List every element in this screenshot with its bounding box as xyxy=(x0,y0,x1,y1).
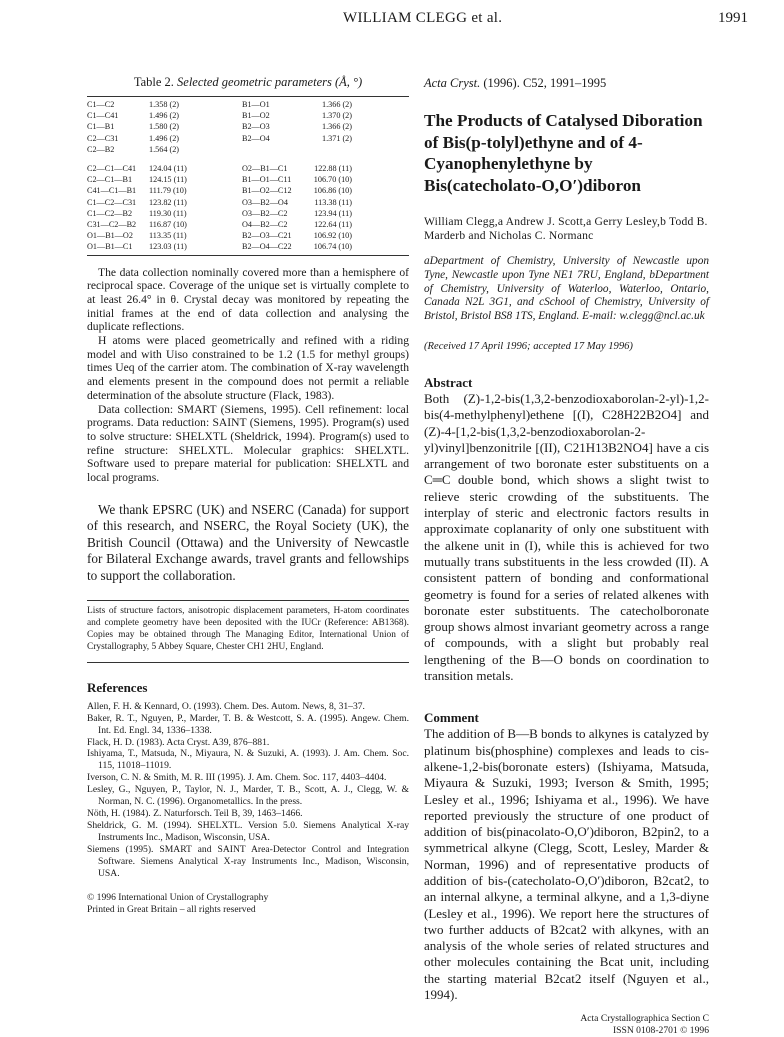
references-heading: References xyxy=(87,679,148,695)
atom-label: O1—B1—C1 xyxy=(87,242,133,252)
parameter-value: 1.564 (2) xyxy=(149,144,180,154)
table-caption xyxy=(87,76,409,90)
bond-row xyxy=(87,144,242,155)
parameter-value: 113.38 (11) xyxy=(314,197,352,207)
angle-row xyxy=(242,208,408,219)
experimental-paragraph-2: H atoms were placed geometrically and refined with a riding model and with Uiso constrained to be 1.2 (1.5 for methyl groups) times Ueq of the carrier atom. The combination of X-ray wavelength and elements present in the compound does not permit a reliable determination of the absolute structure (Flack, 1983). xyxy=(87,334,409,402)
copyright-footer xyxy=(87,892,409,916)
atom-label: B1—O1 xyxy=(242,99,270,109)
bond-row xyxy=(242,121,408,132)
parameter-value: 123.94 (11) xyxy=(314,208,352,218)
atom-label: C1—C41 xyxy=(87,111,119,121)
parameter-value: 106.92 (10) xyxy=(313,231,352,241)
parameter-value: 106.74 (10) xyxy=(313,242,352,252)
atom-label: B1—O2—C12 xyxy=(242,186,292,196)
atom-label: O3—B2—O4 xyxy=(242,197,288,207)
received-dates: (Received 17 April 1996; accepted 17 May 1996) xyxy=(424,340,633,352)
journal-volume: (1996). C52, 1991–1995 xyxy=(483,76,607,90)
angle-row xyxy=(242,174,408,185)
parameter-value: 123.82 (11) xyxy=(149,197,187,207)
parameter-value: 1.496 (2) xyxy=(149,111,180,121)
journal-footer xyxy=(424,1013,709,1037)
parameter-value: 1.371 (2) xyxy=(321,133,352,143)
bond-row xyxy=(87,121,242,132)
angle-row xyxy=(87,163,242,174)
bond-row xyxy=(87,133,242,144)
angle-row xyxy=(87,241,242,252)
angle-row xyxy=(242,241,408,252)
reference-item: Baker, R. T., Nguyen, P., Marder, T. B. & Westcott, S. A. (1995). Angew. Chem. Int. Ed. Engl. 34, 1336–1338. xyxy=(87,712,409,736)
angle-row xyxy=(242,163,408,174)
parameter-value: 116.87 (10) xyxy=(149,219,187,229)
issn-line: ISSN 0108-2701 © 1996 xyxy=(612,1025,709,1037)
parameter-value: 124.04 (11) xyxy=(149,163,187,173)
right-column xyxy=(424,76,709,1037)
comment-heading: Comment xyxy=(424,710,479,726)
angle-row xyxy=(242,230,408,241)
bond-row xyxy=(242,110,408,121)
journal-name: Acta Cryst. xyxy=(424,76,481,90)
reference-item: Ishiyama, T., Matsuda, N., Miyaura, N. & Suzuki, A. (1993). J. Am. Chem. Soc. 115, 11018–11019. xyxy=(87,748,409,772)
comment-text: The addition of B—B bonds to alkynes is catalyzed by platinum bis(phosphine) complexes and leads to cis-alkene-1,2-bis(boronate esters) (Ishiyama, Matsuda, Miyaura & Suzuki, 1993; Iverson & Smith, 1995; Lesley et al., 1996; Ishiyama et al., 1996). We have reported previously the structure of one product of addition of bis(pinacolato-O,O′)diboron, B2pin2, to a symmetrical alkyne (Clegg, Scott, Lesley, Marder & Norman, 1996) and of representative products of addition of bis-(catecholato-O,O′)diboron, B2cat2, to an internal alkyne, a terminal alkyne, and a 1,3-diyne (Lesley et al., 1996). We report here the structures of two further adducts of B2cat2 with alkynes, with an analysis of the whole series of related structures and other molecules containing the Bcat unit, including the starting material B2cat2 itself (Nguyen et al., 1994). xyxy=(424,726,709,1003)
experimental-paragraph-3: Data collection: SMART (Siemens, 1995). Cell refinement: local programs. Data reduction: SAINT (Siemens, 1995). Program(s) used to solve structure: SHELXTL (Sheldrick, 1994). Program(s) used to refine structure: SHELXTL. Molecular graphics: SHELXTL. Software used to prepare material for publication: SHELXTL and local programs. xyxy=(87,402,409,485)
journal-section-line: Acta Crystallographica Section C xyxy=(580,1013,709,1025)
parameter-value: 106.86 (10) xyxy=(313,186,352,196)
reference-item: Allen, F. H. & Kennard, O. (1993). Chem. Des. Autom. News, 8, 31–37. xyxy=(87,700,365,712)
affiliations: aDepartment of Chemistry, University of Newcastle upon Tyne, Newcastle upon Tyne NE1 7RU, England, bDepartment of Chemistry, University of Waterloo, Waterloo, Ontario, Canada N2L 3G1, and cSchool of Chemistry, University of Bristol, Bristol BS8 1TS, England. E-mail: w.clegg@ncl.ac.uk xyxy=(424,255,709,323)
parameter-value: 1.496 (2) xyxy=(149,133,180,143)
experimental-paragraph-1: The data collection nominally covered more than a hemisphere of reciprocal space. Coverage of the unique set is virtually complete to at least 26.4° in θ. Crystal decay was monitored by repeating the initial frames at the end of data collection and analysing the duplicate reflections. xyxy=(87,265,409,334)
bond-angles-block xyxy=(87,161,409,255)
author-list: William Clegg,a Andrew J. Scott,a Gerry Lesley,b Todd B. Marderb and Nicholas C. Normanc xyxy=(424,215,708,242)
parameter-value: 1.366 (2) xyxy=(321,122,352,132)
parameter-value: 113.35 (11) xyxy=(149,231,187,241)
reference-item: Siemens (1995). SMART and SAINT Area-Detector Control and Integration Software. Siemens Analytical X-ray Instruments Inc., Madison, Wisconsin, USA. xyxy=(87,843,409,879)
reference-item: Iverson, C. N. & Smith, M. R. III (1995). J. Am. Chem. Soc. 117, 4403–4404. xyxy=(87,772,387,784)
atom-label: B2—O4—C22 xyxy=(242,242,292,252)
reference-item: Flack, H. D. (1983). Acta Cryst. A39, 876–881. xyxy=(87,736,270,748)
bond-row xyxy=(87,110,242,121)
angle-row xyxy=(87,208,242,219)
atom-label: C41—C1—B1 xyxy=(87,186,137,196)
parameter-value: 122.64 (11) xyxy=(314,219,352,229)
copyright-line: © 1996 International Union of Crystallography xyxy=(87,892,269,904)
angle-row xyxy=(87,219,242,230)
page-number: 1991 xyxy=(718,10,748,26)
acknowledgements: We thank EPSRC (UK) and NSERC (Canada) for support of this research, and NSERC, the Royal Society (UK), the British Council (Ottawa) and the University of Newcastle for Bilateral Exchange awards, travel grants and fellowships to support the collaboration. xyxy=(87,501,409,583)
atom-label: O4—B2—C2 xyxy=(242,219,288,229)
atom-label: B1—O1—C11 xyxy=(242,175,292,185)
parameter-value: 111.79 (10) xyxy=(149,186,187,196)
atom-label: B2—O4 xyxy=(242,133,270,143)
angle-row xyxy=(87,185,242,196)
references-list xyxy=(87,701,409,880)
table-caption-prefix: Table 2. xyxy=(133,75,174,89)
angle-row xyxy=(87,197,242,208)
parameter-value: 1.580 (2) xyxy=(149,122,180,132)
bond-row xyxy=(242,99,408,110)
abstract-heading: Abstract xyxy=(424,374,473,390)
left-column xyxy=(87,76,409,916)
parameter-value: 119.30 (11) xyxy=(149,208,187,218)
atom-label: B2—O3—C21 xyxy=(242,231,292,241)
parameter-value: 106.70 (10) xyxy=(313,175,352,185)
bond-row xyxy=(242,133,408,144)
bond-lengths-left xyxy=(87,99,242,155)
reference-item: Nöth, H. (1984). Z. Naturforsch. Teil B, 39, 1463–1466. xyxy=(87,807,303,819)
printed-line: Printed in Great Britain – all rights reserved xyxy=(87,904,256,916)
deposition-note: Lists of structure factors, anisotropic displacement parameters, H-atom coordinates and complete geometry have been deposited with the IUCr (Reference: AB1368). Copies may be obtained through The Managing Editor, International Union of Crystallography, 5 Abbey Square, Chester CH1 2HU, England. xyxy=(87,606,409,653)
atom-label: C1—B1 xyxy=(87,122,115,132)
atom-label: O1—B1—O2 xyxy=(87,231,133,241)
atom-label: C2—C1—B1 xyxy=(87,175,133,185)
parameter-value: 1.358 (2) xyxy=(149,99,180,109)
angle-row xyxy=(87,174,242,185)
article-title: The Products of Catalysed Diboration of Bis(p-tolyl)ethyne and of 4-Cyanophenylethyne by Bis(catecholato-O,O′)diboron xyxy=(424,111,703,195)
running-title: WILLIAM CLEGG et al. xyxy=(343,10,503,26)
parameter-value: 122.88 (11) xyxy=(314,163,352,173)
atom-label: C1—C2 xyxy=(87,99,115,109)
atom-label: O3—B2—C2 xyxy=(242,208,288,218)
parameter-value: 1.366 (2) xyxy=(321,99,352,109)
atom-label: C2—C1—C41 xyxy=(87,163,137,173)
journal-citation xyxy=(424,76,709,91)
parameter-value: 1.370 (2) xyxy=(321,111,352,121)
reference-item: Lesley, G., Nguyen, P., Taylor, N. J., Marder, T. B., Scott, A. J., Clegg, W. & Norman, N. C. (1996). Organometallics. In the press. xyxy=(87,784,409,808)
angle-row xyxy=(242,185,408,196)
bond-row xyxy=(87,99,242,110)
table-caption-title: Selected geometric parameters (Å, °) xyxy=(177,75,363,89)
atom-label: O2—B1—C1 xyxy=(242,163,288,173)
bond-lengths-right xyxy=(242,99,408,144)
atom-label: C2—B2 xyxy=(87,144,115,154)
atom-label: C1—C2—B2 xyxy=(87,208,133,218)
atom-label: C31—C2—B2 xyxy=(87,219,137,229)
atom-label: C2—C31 xyxy=(87,133,119,143)
atom-label: C1—C2—C31 xyxy=(87,197,137,207)
bond-lengths-block xyxy=(87,97,409,157)
atom-label: B2—O3 xyxy=(242,122,270,132)
abstract-text: Both (Z)-1,2-bis(1,3,2-benzodioxaborolan-2-yl)-1,2-bis(4-methylphenyl)ethene [(I), C28H22B2O4] and (Z)-4-[1,2-bis(1,3,2-benzodioxaborolan-2-yl)vinyl]benzonitrile [(II), C21H13B2NO4] have a cis arrangement of two boronate ester substituents on a C═C double bond, which shows a slight twist to relieve steric crowding of the substituents. The interplay of steric and electronic factors results in approximate coplanarity of only one substituent with the alkene unit in (I), while this is achieved for two mutually trans substituents in the less crowded (II). A consistent pattern of bonding and conformational geometry is found for a series of related alkenes with boronate ester substituents. The catecholboronate group shows almost invariant geometry across a range of compounds, with a slight but probably real lengthening of the B—O bonds on coordination to transition metals. xyxy=(424,390,709,684)
bond-angles-left xyxy=(87,163,242,253)
angle-row xyxy=(87,230,242,241)
reference-item: Sheldrick, G. M. (1994). SHELXTL. Version 5.0. Siemens Analytical X-ray Instruments Inc., Madison, Wisconsin, USA. xyxy=(87,819,409,843)
angle-row xyxy=(242,197,408,208)
parameter-value: 124.15 (11) xyxy=(149,175,187,185)
parameter-value: 123.03 (11) xyxy=(149,242,187,252)
bond-angles-right xyxy=(242,163,408,253)
atom-label: B1—O2 xyxy=(242,111,270,121)
angle-row xyxy=(242,219,408,230)
